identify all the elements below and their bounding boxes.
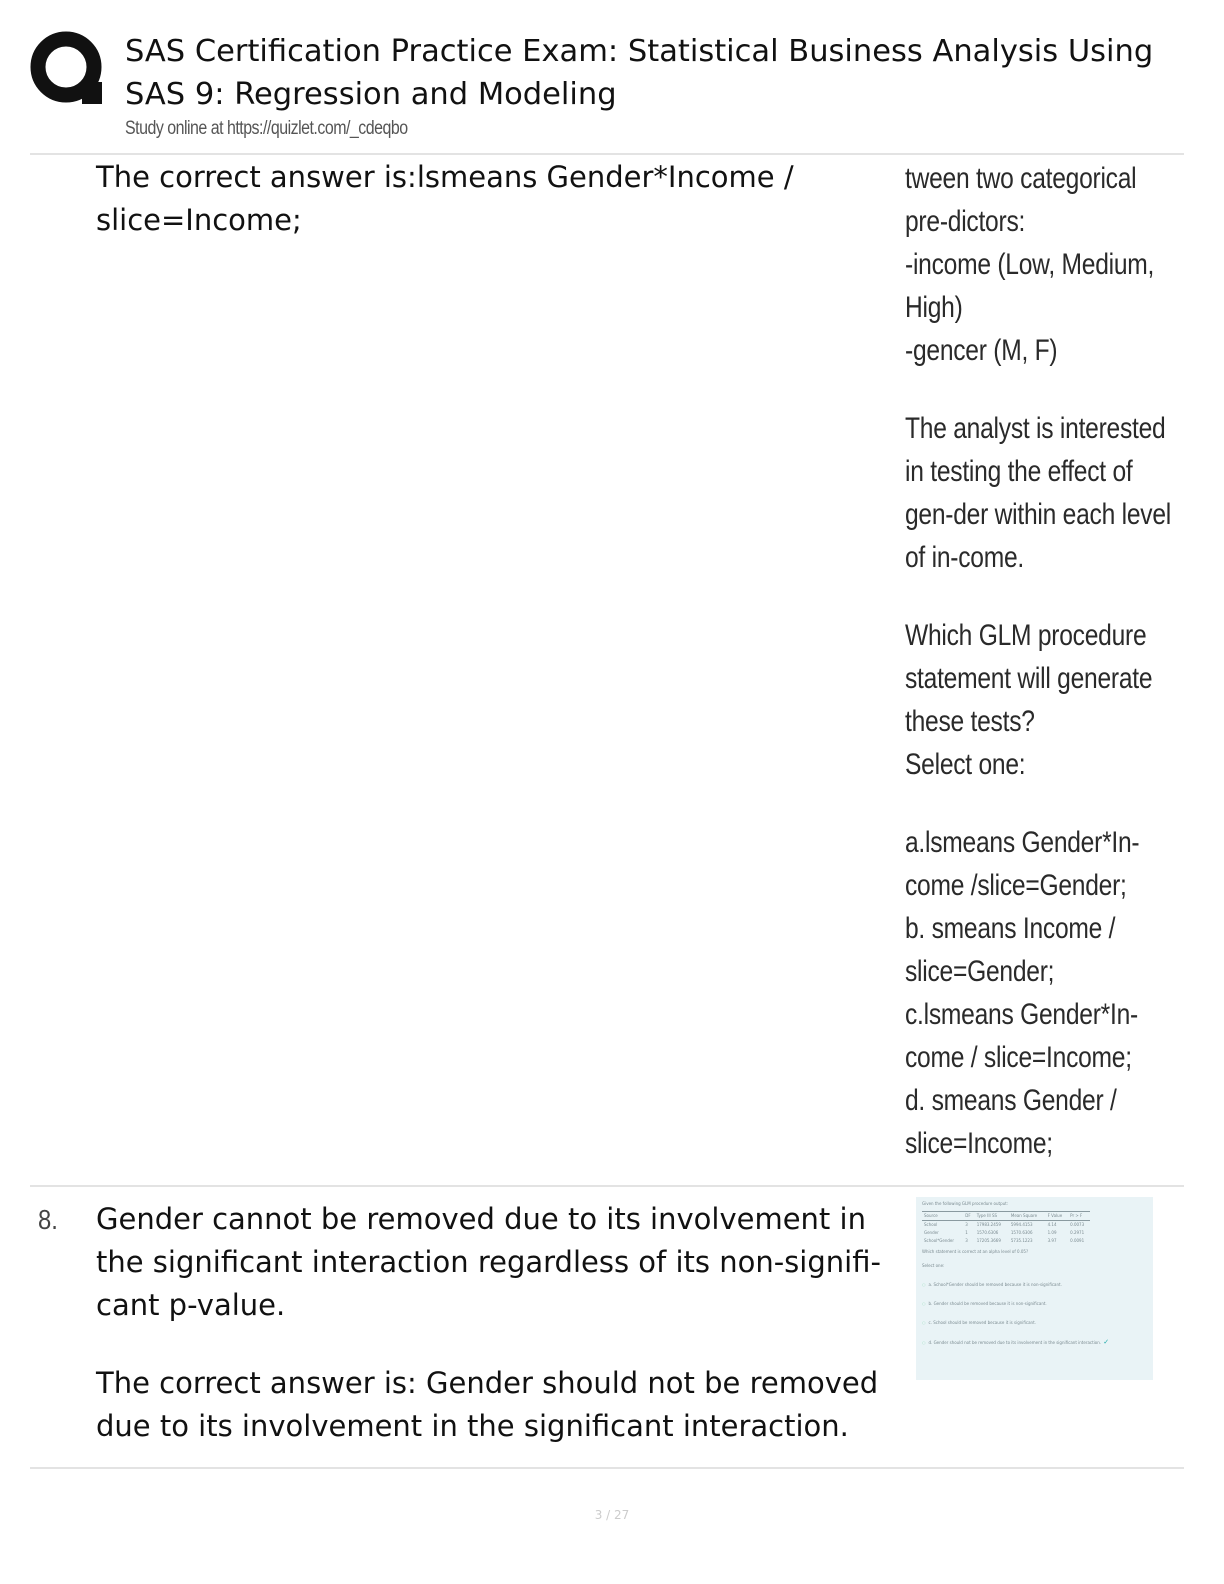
thumbnail-option [922,1320,1147,1326]
question-line: b. smeans Income / slice=Gender; [905,912,1116,988]
table-cell: 0.2971 [1070,1230,1085,1235]
table-cell: 1.09 [1047,1230,1057,1235]
section-divider [30,1185,1184,1187]
table-row [922,1229,1090,1237]
question-line: c.lsmeans Gender*In-come / slice=Income; [905,998,1138,1074]
header-divider [30,153,1184,155]
thumbnail-option [922,1282,1147,1288]
study-online-link[interactable]: Study online at https://quizlet.com/_cdeqbo [125,118,408,139]
question-number: 8. [38,1204,58,1235]
table-cell: Gender [924,1230,939,1235]
table-cell: School [924,1222,938,1227]
check-icon: ✓ [1101,1338,1110,1346]
question-line: a.lsmeans Gender*In-come /slice=Gender; [905,826,1140,902]
table-cell: 3 [965,1238,968,1243]
table-row [922,1221,1090,1230]
table-cell: 17983.2459 [976,1222,1001,1227]
answer-text-8: Gender cannot be removed due to its involvement in the significant interaction regardless of its non-signifi-cant p-value. [96,1202,881,1322]
table-cell: 1 [965,1230,968,1235]
table-cell: 0.0073 [1070,1222,1085,1227]
table-header-cell: Mean Square [1009,1212,1046,1221]
table-cell: 0.0091 [1070,1238,1085,1243]
radio-icon: ○ [922,1301,926,1306]
question-paragraph [905,407,1184,579]
table-header-cell: Pr > F [1068,1212,1090,1221]
question-line: d. smeans Gender / slice=Income; [905,1084,1117,1160]
radio-icon: ○ [922,1282,926,1287]
table-cell: School*Gender [924,1238,955,1243]
question-paragraph [905,614,1184,786]
thumbnail-option [922,1301,1147,1307]
option-label: a. School*Gender should be removed because it is non-significant. [928,1282,1062,1287]
table-cell: 1570.6306 [1010,1230,1033,1235]
answer-text-7: The correct answer is:lsmeans Gender*Income / slice=Income; [96,160,794,237]
question-line: Which GLM procedure statement will generate these tests? [905,619,1153,738]
question-line: Select one: [905,748,1026,781]
question-line: -income (Low, Medium, High) [905,248,1155,324]
glm-output-table [922,1211,1090,1245]
table-cell: 17205.3669 [976,1238,1001,1243]
option-label: c. School should be removed because it is significant. [928,1320,1036,1325]
page-number: 3 / 27 [594,1508,630,1522]
question-thumbnail-image [916,1197,1153,1380]
table-header-cell: Source [922,1212,963,1221]
thumbnail-caption: Given the following GLM procedure output: [922,1201,1009,1206]
question-text-7 [905,157,1184,1165]
table-cell: 1570.6306 [976,1230,999,1235]
document-title: SAS Certification Practice Exam: Statistical Business Analysis Using SAS 9: Regression and Modeling [125,34,1154,112]
table-cell: 3 [965,1222,968,1227]
option-label: b. Gender should be removed because it is non-significant. [928,1301,1047,1306]
table-cell: 5994.4153 [1010,1222,1033,1227]
table-header-cell: Type III SS [975,1212,1009,1221]
question-paragraph [905,821,1184,1165]
table-cell: 4.14 [1047,1222,1057,1227]
quizlet-logo-icon [30,30,104,110]
table-header-row [922,1212,1090,1221]
option-label: d. Gender should not be removed due to its involvement in the significant interaction. [928,1340,1102,1345]
radio-icon: ○ [922,1320,926,1325]
radio-icon: ○ [922,1340,926,1345]
table-header-cell: F Value [1046,1212,1069,1221]
thumbnail-option [922,1339,1147,1346]
question-paragraph [905,157,1184,372]
correct-answer-8: The correct answer is: Gender should not be removed due to its involvement in the significant interaction. [96,1366,879,1443]
table-cell: 5735.1223 [1010,1238,1033,1243]
table-row [922,1237,1090,1245]
question-line: The analyst is interested in testing the effect of gen-der within each level of in-come. [905,412,1171,574]
footer-divider [30,1467,1184,1469]
thumbnail-select: Select one: [922,1263,945,1268]
question-line: -gencer (M, F) [905,334,1058,367]
table-cell: 3.97 [1047,1238,1057,1243]
question-line: tween two categorical pre-dictors: [905,162,1137,238]
thumbnail-question: Which statement is correct at an alpha level of 0.05? [922,1249,1029,1254]
table-header-cell: DF [963,1212,974,1221]
